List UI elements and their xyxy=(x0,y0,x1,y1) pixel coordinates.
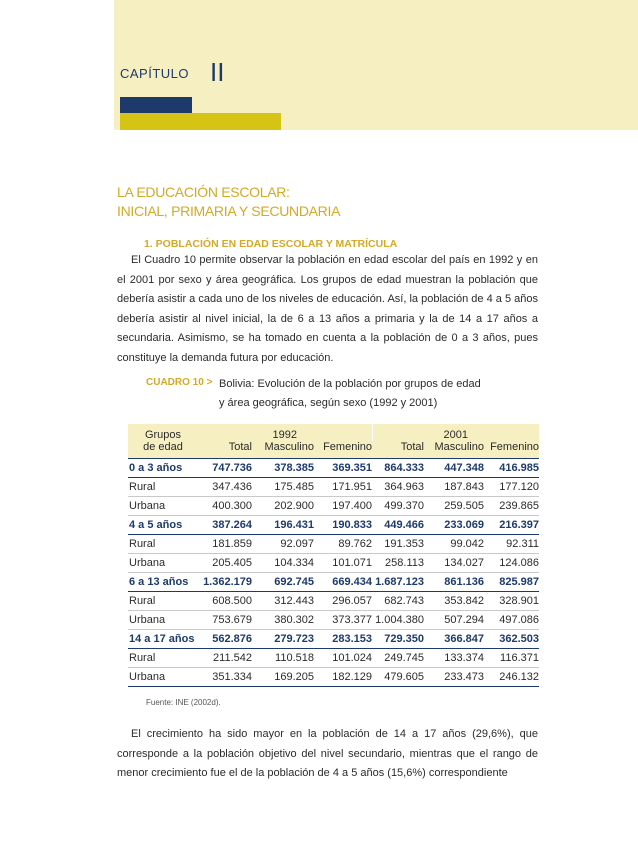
row-label: 6 a 13 años xyxy=(128,573,198,592)
table-row xyxy=(128,611,539,630)
table-cell: 366.847 xyxy=(424,630,484,649)
table-cell: 196.431 xyxy=(252,516,314,535)
table-cell: 449.466 xyxy=(372,516,424,535)
table-cell: 747.736 xyxy=(198,459,252,478)
table-cell: 682.743 xyxy=(372,592,424,611)
table-cell: 353.842 xyxy=(424,592,484,611)
table-cell: 233.473 xyxy=(424,668,484,687)
table-cell: 283.153 xyxy=(314,630,372,649)
table-cell: 608.500 xyxy=(198,592,252,611)
table-cell: 258.113 xyxy=(372,554,424,573)
col-head-total-2001: Total xyxy=(372,441,424,459)
table-cell: 177.120 xyxy=(484,478,539,497)
table-cell: 312.443 xyxy=(252,592,314,611)
table-cell: 507.294 xyxy=(424,611,484,630)
table-cell: 347.436 xyxy=(198,478,252,497)
table-cell: 499.370 xyxy=(372,497,424,516)
table-row xyxy=(128,649,539,668)
table-cell: 181.859 xyxy=(198,535,252,554)
table-cell: 169.205 xyxy=(252,668,314,687)
table-cell: 101.024 xyxy=(314,649,372,668)
table-cell: 692.745 xyxy=(252,573,314,592)
table-caption-line2: y área geográfica, según sexo (1992 y 2001) xyxy=(219,397,438,409)
table-cell: 101.071 xyxy=(314,554,372,573)
table-cell: 92.097 xyxy=(252,535,314,554)
row-label: Rural xyxy=(128,478,198,497)
table-cell: 387.264 xyxy=(198,516,252,535)
col-head-year-2001: 2001 xyxy=(372,424,539,441)
table-row xyxy=(128,478,539,497)
analysis-paragraph: El crecimiento ha sido mayor en la población de 14 a 17 años (29,6%), que corresponde a la población objetivo del nivel secundario, mientras que el rango de menor crecimiento fue el de la población de 4 a 5 años (15,6%) correspondiente xyxy=(117,728,538,780)
row-label: Urbana xyxy=(128,554,198,573)
table-cell: 92.311 xyxy=(484,535,539,554)
table-cell: 497.086 xyxy=(484,611,539,630)
table-cell: 104.334 xyxy=(252,554,314,573)
table-row xyxy=(128,573,539,592)
row-label: 0 a 3 años xyxy=(128,459,198,478)
table-caption xyxy=(219,375,519,413)
table-cell: 124.086 xyxy=(484,554,539,573)
table-row xyxy=(128,516,539,535)
table-cell: 205.405 xyxy=(198,554,252,573)
table-cell: 133.374 xyxy=(424,649,484,668)
table-cell: 362.503 xyxy=(484,630,539,649)
table-cell: 89.762 xyxy=(314,535,372,554)
decorative-navy-bar xyxy=(120,97,192,113)
section-title xyxy=(117,183,537,221)
table-cell: 416.985 xyxy=(484,459,539,478)
table-cell: 1.687.123 xyxy=(372,573,424,592)
row-label: Rural xyxy=(128,649,198,668)
row-label: 14 a 17 años xyxy=(128,630,198,649)
table-cell: 1.362.179 xyxy=(198,573,252,592)
table-cell: 233.069 xyxy=(424,516,484,535)
table-cell: 864.333 xyxy=(372,459,424,478)
intro-paragraph: El Cuadro 10 permite observar la población en edad escolar del país en 1992 y en el 2001 por sexo y área geográfica. Los grupos de edad muestran la población que debería asistir a cada uno de los niveles de educación. Así, la población de 4 a 5 años debería asistir al nivel inicial, la de 6 a 13 años a primaria y la de 14 a 17 años a secundaria. Asimismo, se ha tomado en cuenta a la población de 0 a 3 años, pues constituye la demanda futura por educación. xyxy=(117,254,538,364)
table-cell: 211.542 xyxy=(198,649,252,668)
col-head-masc-2001: Masculino xyxy=(424,441,484,459)
table-cell: 369.351 xyxy=(314,459,372,478)
table-cell: 562.876 xyxy=(198,630,252,649)
table-cell: 669.434 xyxy=(314,573,372,592)
table-cell: 364.963 xyxy=(372,478,424,497)
table-cell: 373.377 xyxy=(314,611,372,630)
table-cell: 134.027 xyxy=(424,554,484,573)
row-label: 4 a 5 años xyxy=(128,516,198,535)
row-label: Urbana xyxy=(128,611,198,630)
table-cell: 182.129 xyxy=(314,668,372,687)
col-head-year-1992: 1992 xyxy=(198,424,372,441)
table-cell: 447.348 xyxy=(424,459,484,478)
table-cell: 171.951 xyxy=(314,478,372,497)
col-head-group-line2: de edad xyxy=(128,441,198,459)
table-cell: 216.397 xyxy=(484,516,539,535)
row-label: Rural xyxy=(128,592,198,611)
table-cell: 1.004.380 xyxy=(372,611,424,630)
row-label: Urbana xyxy=(128,497,198,516)
table-row xyxy=(128,668,539,687)
table-cell: 328.901 xyxy=(484,592,539,611)
table-cell: 479.605 xyxy=(372,668,424,687)
table-cell: 99.042 xyxy=(424,535,484,554)
col-head-total-1992: Total xyxy=(198,441,252,459)
table-cell: 259.505 xyxy=(424,497,484,516)
table-cell: 191.353 xyxy=(372,535,424,554)
table-row xyxy=(128,535,539,554)
table-cell: 249.745 xyxy=(372,649,424,668)
table-cell: 187.843 xyxy=(424,478,484,497)
table-row xyxy=(128,630,539,649)
row-label: Urbana xyxy=(128,668,198,687)
subsection-heading: 1. POBLACIÓN EN EDAD ESCOLAR Y MATRÍCULA xyxy=(144,238,398,250)
chapter-number: II xyxy=(210,57,225,87)
table-cell: 825.987 xyxy=(484,573,539,592)
table-cell: 197.400 xyxy=(314,497,372,516)
table-cell: 279.723 xyxy=(252,630,314,649)
table-cell: 246.132 xyxy=(484,668,539,687)
table-cell: 861.136 xyxy=(424,573,484,592)
table-cell: 380.302 xyxy=(252,611,314,630)
decorative-yellow-bar xyxy=(120,113,281,130)
table-body xyxy=(128,459,539,687)
table-row xyxy=(128,592,539,611)
table-cell: 400.300 xyxy=(198,497,252,516)
table-cell: 239.865 xyxy=(484,497,539,516)
table-source: Fuente: INE (2002d). xyxy=(146,698,221,707)
table-row xyxy=(128,459,539,478)
table-cell: 110.518 xyxy=(252,649,314,668)
table-cell: 753.679 xyxy=(198,611,252,630)
table-cell: 175.485 xyxy=(252,478,314,497)
population-table xyxy=(128,424,539,687)
col-head-fem-1992: Femenino xyxy=(314,441,372,459)
section-title-line1: LA EDUCACIÓN ESCOLAR: xyxy=(117,184,290,200)
table-cell: 378.385 xyxy=(252,459,314,478)
table-cell: 351.334 xyxy=(198,668,252,687)
table-cell: 729.350 xyxy=(372,630,424,649)
section-title-line2: INICIAL, PRIMARIA Y SECUNDARIA xyxy=(117,203,341,219)
row-label: Rural xyxy=(128,535,198,554)
table-caption-label: CUADRO 10 > xyxy=(146,377,213,388)
col-head-masc-1992: Masculino xyxy=(252,441,314,459)
table-cell: 190.833 xyxy=(314,516,372,535)
table-row xyxy=(128,554,539,573)
table-cell: 202.900 xyxy=(252,497,314,516)
col-head-fem-2001: Femenino xyxy=(484,441,539,459)
table-cell: 116.371 xyxy=(484,649,539,668)
col-head-group-line1: Grupos xyxy=(128,424,198,441)
chapter-label: CAPÍTULO xyxy=(120,66,190,81)
table-caption-line1: Bolivia: Evolución de la población por grupos de edad xyxy=(219,378,481,390)
chapter-header-band xyxy=(114,0,638,130)
table-cell: 296.057 xyxy=(314,592,372,611)
table-row xyxy=(128,497,539,516)
